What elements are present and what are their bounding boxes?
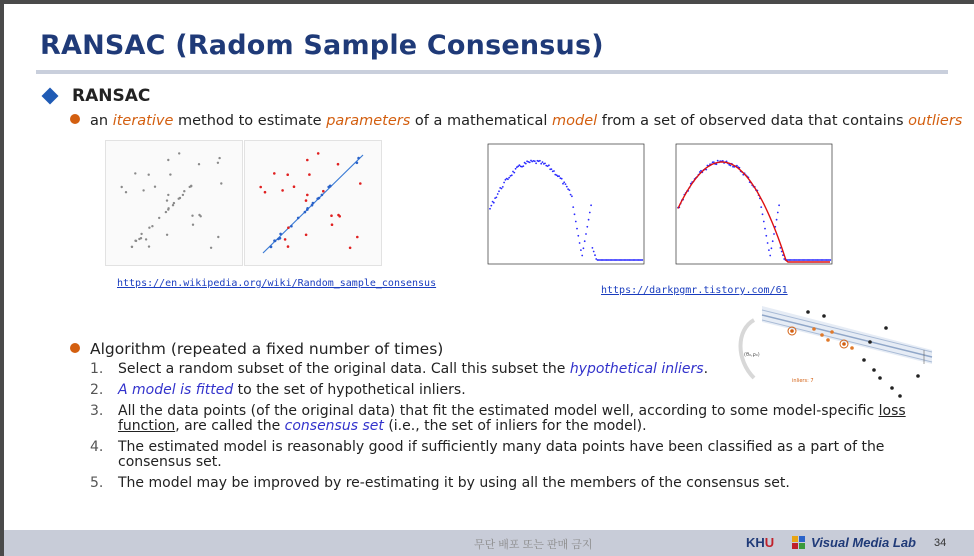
scatter-point	[264, 191, 267, 194]
scatter-point	[217, 236, 219, 238]
scatter-point	[594, 254, 596, 256]
scatter-point	[154, 186, 156, 188]
curve-plot-fitted	[662, 140, 834, 276]
scatter-point	[544, 163, 546, 165]
scatter-point	[270, 246, 273, 249]
title-divider	[36, 70, 948, 74]
scatter-point	[274, 240, 277, 243]
scatter-point	[121, 186, 123, 188]
footer-bar	[4, 530, 974, 556]
scatter-point	[522, 165, 524, 167]
scatter-point	[525, 163, 527, 165]
scatter-point	[297, 217, 300, 220]
scatter-point	[131, 246, 133, 248]
scatter-point	[316, 197, 319, 200]
scatter-point	[217, 162, 219, 164]
visual-media-lab-logo-icon	[792, 536, 805, 549]
scatter-point	[210, 247, 212, 249]
scatter-point	[507, 178, 509, 180]
step-1: 1. Select a random subset of the original data. Call this subset the hypothetical inliers.	[90, 361, 709, 377]
scatter-point	[182, 194, 184, 196]
scatter-point	[306, 207, 309, 210]
term-model-fitted: A model is fitted	[118, 382, 234, 398]
scatter-point	[571, 195, 573, 197]
blog-link[interactable]: https://darkpgmr.tistory.com/61	[601, 285, 788, 296]
khu-logo: KHU	[746, 535, 775, 550]
scatter-point	[508, 177, 510, 179]
scatter-point	[158, 217, 160, 219]
visual-media-lab-logo: Visual Media Lab	[792, 535, 916, 550]
scatter-point	[535, 162, 537, 164]
term-parameters: parameters	[326, 113, 411, 129]
scatter-point	[220, 182, 222, 184]
scatter-point	[585, 233, 587, 235]
copyright-notice: 무단 배포 또는 판매 금지	[474, 539, 593, 551]
scatter-point	[581, 255, 583, 257]
scatter-point	[305, 199, 308, 202]
scatter-point	[553, 170, 555, 172]
scatter-point	[167, 194, 169, 196]
scatter-point	[190, 185, 192, 187]
scatter-point	[284, 238, 287, 241]
wiki-link[interactable]: https://en.wikipedia.org/wiki/Random_sample_consensus	[117, 278, 437, 289]
inliers-label: inliers: 7	[792, 378, 814, 384]
scatter-point	[542, 161, 544, 163]
page-number: 34	[934, 537, 947, 549]
scatter-point	[166, 199, 168, 201]
scatter-point	[778, 204, 780, 206]
scatter-point	[570, 194, 572, 196]
scatter-point	[497, 193, 499, 195]
scatter-point	[563, 181, 565, 183]
scatter-point	[575, 221, 577, 223]
scatter-point	[763, 221, 765, 223]
curve-plot-fitted-svg	[662, 140, 834, 276]
scatter-point	[166, 234, 168, 236]
scatter-point	[493, 202, 495, 204]
scatter-point	[498, 190, 500, 192]
scatter-point	[293, 185, 296, 188]
scatter-point	[584, 240, 586, 242]
scatter-raw-plot	[106, 141, 242, 265]
scatter-point	[148, 227, 150, 229]
scatter-point	[183, 190, 185, 192]
step-2: 2. A model is fitted to the set of hypothetical inliers.	[90, 382, 466, 398]
scatter-point	[287, 226, 290, 229]
scatter-point	[762, 213, 764, 215]
scatter-point	[191, 215, 193, 217]
scatter-point	[305, 234, 308, 237]
scatter-point	[198, 163, 200, 165]
scatter-point	[140, 233, 142, 235]
scatter-point	[773, 233, 775, 235]
scatter-point	[768, 249, 770, 251]
scatter-point	[572, 206, 574, 208]
scatter-point	[760, 206, 762, 208]
scatter-point	[322, 190, 325, 193]
scatter-point	[562, 183, 564, 185]
scatter-point	[503, 182, 505, 184]
scatter-point	[356, 162, 359, 165]
params-label: (θ₀,ρ₀)	[744, 352, 760, 358]
term-iterative: iterative	[112, 113, 174, 129]
scatter-point	[577, 235, 579, 237]
scatter-point	[590, 204, 592, 206]
scatter-point	[769, 255, 771, 257]
scatter-point	[277, 238, 280, 241]
diamond-bullet-icon	[42, 88, 59, 105]
scatter-point	[330, 214, 333, 217]
scatter-point	[312, 202, 315, 205]
scatter-point	[730, 165, 732, 167]
scatter-point	[218, 157, 220, 159]
term-model: model	[552, 113, 598, 129]
scatter-point	[592, 247, 594, 249]
scatter-point	[148, 245, 150, 247]
scatter-point	[586, 226, 588, 228]
scatter-point	[589, 212, 591, 214]
scatter-figure-raw	[105, 140, 243, 266]
scatter-point	[765, 235, 767, 237]
scatter-point	[178, 152, 180, 154]
scatter-fit-plot	[245, 141, 381, 265]
slide-title: RANSAC (Radom Sample Consensus)	[40, 30, 604, 61]
scatter-point	[273, 172, 276, 175]
scatter-point	[565, 183, 567, 185]
scatter-point	[574, 213, 576, 215]
scatter-point	[306, 159, 309, 162]
scatter-point	[178, 198, 180, 200]
scatter-point	[317, 152, 320, 155]
slide	[4, 4, 974, 556]
term-hypothetical-inliers: hypothetical inliers	[569, 361, 704, 377]
scatter-point	[142, 189, 144, 191]
scatter-point	[579, 242, 581, 244]
scatter-point	[306, 194, 309, 197]
scatter-point	[580, 249, 582, 251]
scatter-point	[321, 194, 324, 197]
round-bullet-icon	[70, 343, 80, 353]
scatter-point	[576, 228, 578, 230]
scatter-point	[308, 173, 311, 176]
scatter-point	[357, 157, 360, 160]
curve-plot-noisy-svg	[474, 140, 646, 276]
scatter-point	[165, 211, 167, 213]
scatter-point	[777, 212, 779, 214]
scatter-point	[148, 174, 150, 176]
scatter-point	[290, 225, 293, 228]
scatter-point	[331, 223, 334, 226]
scatter-point	[172, 204, 174, 206]
scatter-point	[511, 174, 513, 176]
scatter-point	[304, 211, 307, 214]
section-label: RANSAC	[72, 86, 151, 106]
scatter-point	[329, 185, 332, 188]
algorithm-steps	[90, 362, 940, 497]
step-5: 5. The model may be improved by re-estimating it by using all the members of the consensus set.	[90, 475, 790, 491]
fitted-curve	[678, 162, 830, 262]
scatter-point	[287, 245, 290, 248]
scatter-point	[548, 164, 550, 166]
scatter-point	[192, 224, 194, 226]
step-3: 3. All the data points (of the original data) that fit the estimated model well, according to some model-specific loss function, are called the consensus set (i.e., the set of inliers for the model).	[90, 403, 906, 434]
scatter-point	[558, 175, 560, 177]
scatter-point	[593, 251, 595, 253]
scatter-point	[502, 186, 504, 188]
scatter-point	[539, 160, 541, 162]
scatter-point	[490, 205, 492, 207]
round-bullet-icon	[70, 114, 80, 124]
scatter-point	[173, 202, 175, 204]
curve-plot-noisy	[474, 140, 646, 276]
scatter-point	[167, 207, 169, 209]
term-consensus-set: consensus set	[284, 418, 384, 434]
scatter-point	[771, 247, 773, 249]
scatter-point	[764, 228, 766, 230]
scatter-point	[561, 178, 563, 180]
scatter-point	[167, 159, 169, 161]
scatter-point	[134, 172, 136, 174]
definition-line: an iterative method to estimate parameters of a mathematical model from a set of observed data that contains outliers	[70, 113, 962, 129]
scatter-point	[281, 189, 284, 192]
scatter-point	[583, 247, 585, 249]
scatter-point	[496, 197, 498, 199]
scatter-point	[540, 163, 542, 165]
scatter-point	[501, 188, 503, 190]
scatter-point	[356, 236, 359, 239]
scatter-point	[489, 208, 491, 210]
scatter-point	[145, 238, 147, 240]
scatter-point	[641, 259, 643, 261]
step-4: 4. The estimated model is reasonably good if sufficiently many data points have been classified as a part of the consensus set.	[90, 439, 885, 470]
scatter-point	[359, 182, 362, 185]
scatter-point	[279, 233, 282, 236]
scatter-point	[534, 160, 536, 162]
scatter-point	[337, 163, 340, 166]
scatter-figure-fit	[244, 140, 382, 266]
scatter-point	[776, 219, 778, 221]
scatter-point	[767, 242, 769, 244]
scatter-point	[125, 191, 127, 193]
scatter-point	[829, 259, 831, 261]
scatter-point	[286, 173, 289, 176]
scatter-point	[529, 162, 531, 164]
scatter-point	[198, 214, 200, 216]
term-loss-function: loss function	[118, 403, 906, 434]
scatter-point	[566, 186, 568, 188]
term-outliers: outliers	[908, 113, 963, 129]
scatter-point	[551, 168, 553, 170]
scatter-point	[151, 225, 153, 227]
scatter-point	[337, 214, 340, 217]
scatter-point	[513, 172, 515, 174]
scatter-point	[515, 168, 517, 170]
algorithm-heading: Algorithm (repeated a fixed number of times)	[70, 340, 443, 358]
scatter-point	[772, 240, 774, 242]
scatter-point	[138, 238, 140, 240]
scatter-point	[169, 173, 171, 175]
scatter-point	[349, 247, 352, 250]
scatter-point	[259, 186, 262, 189]
scatter-point	[569, 189, 571, 191]
scatter-point	[588, 219, 590, 221]
scatter-point	[717, 160, 719, 162]
scatter-point	[135, 240, 137, 242]
section-heading	[44, 86, 150, 106]
